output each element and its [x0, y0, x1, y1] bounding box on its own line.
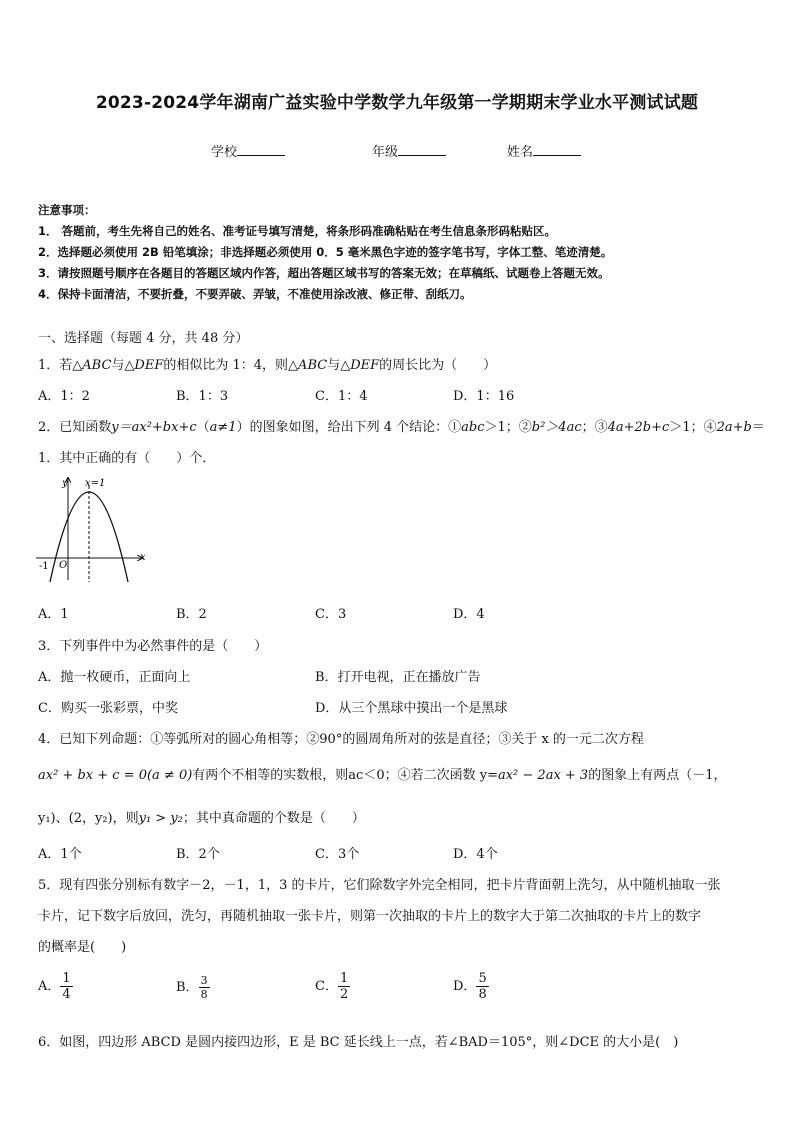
- notes-heading: 注意事项：: [38, 203, 96, 217]
- q3-option-a[interactable]: A．抛一枚硬币，正面向上: [38, 670, 191, 685]
- page-title: 2023-2024学年湖南广益实验中学数学九年级第一学期期末学业水平测试试题: [95, 93, 699, 113]
- q4-option-b[interactable]: B．2个: [176, 847, 220, 862]
- question-5-stem-line2: 卡片，记下数字后放回，洗匀，再随机抽取一张卡片，则第一次抽取的卡片上的数字大于第二次抽取的卡片上的数字: [38, 909, 702, 924]
- q3-option-b[interactable]: B．打开电视，正在播放广告: [315, 670, 481, 685]
- section-heading: 一、选择题（每题 4 分，共 48 分）: [38, 331, 249, 346]
- y-axis-label: y: [62, 478, 68, 489]
- q5-option-d[interactable]: D． $\frac{5}{8}$: [453, 971, 487, 1002]
- name-label: 姓名: [507, 145, 534, 160]
- question-6-stem: 6．如图，四边形 ABCD 是圆内接四边形，E 是 BC 延长线上一点，若∠BAD＝105°，则∠DCE 的大小是( ): [38, 1035, 679, 1050]
- note-item: 2．选择题必须使用 2B 铅笔填涂；非选择题必须使用 0．5 毫米黑色字迹的签字笔书写，字体工整、笔迹清楚。: [38, 245, 613, 259]
- school-label: 学校: [211, 145, 238, 160]
- question-2-stem: 2．已知函数y＝ax²+bx+c（a≠1）的图象如图，给出下列 4 个结论：①abc＞1；②b²＞4ac；③4a+2b+c＞1；④2a+b＝: [38, 420, 765, 435]
- question-5-stem-line3: 的概率是( ): [38, 940, 127, 955]
- question-4-stem-line2: ax² + bx + c = 0(a ≠ 0)有两个不相等的实数根，则ac＜0；④若二次函数 y=ax² − 2ax + 3的图象上有两点（－1，: [38, 768, 727, 783]
- school-blank[interactable]: [237, 143, 285, 156]
- name-field[interactable]: [507, 141, 581, 160]
- symmetry-axis-label: x=1: [85, 478, 106, 489]
- q2-option-c[interactable]: C．3: [315, 607, 347, 622]
- note-item: 4．保持卡面清洁，不要折叠，不要弄破、弄皱，不准使用涂改液、修正带、刮纸刀。: [38, 287, 472, 301]
- q1-option-d[interactable]: D．1：16: [453, 389, 515, 404]
- question-3-stem: 3．下列事件中为必然事件的是（ ）: [38, 639, 268, 654]
- question-2-stem-line2: 1．其中正确的有（ ）个．: [38, 451, 216, 466]
- question-5-stem: 5．现有四张分别标有数字－2，－1，1，3 的卡片，它们除数字外完全相同，把卡片背面朝上洗匀，从中随机抽取一张: [38, 878, 721, 893]
- q4-option-c[interactable]: C．3个: [315, 847, 360, 862]
- q1-option-a[interactable]: A．1：2: [38, 389, 90, 404]
- q1-option-c[interactable]: C．1：4: [315, 389, 368, 404]
- q4-option-a[interactable]: A．1个: [38, 847, 82, 862]
- question-4-stem: 4．已知下列命题：①等弧所对的圆心角相等；②90°的圆周角所对的弦是直径；③关于 x 的一元二次方程: [38, 732, 644, 747]
- grade-blank[interactable]: [398, 143, 446, 156]
- notes-block: [38, 200, 612, 305]
- note-item: 3．请按照题号顺序在各题目的答题区域内作答，超出答题区域书写的答案无效；在草稿纸、试题卷上答题无效。: [38, 266, 610, 280]
- q4-option-d[interactable]: D．4个: [453, 847, 498, 862]
- grade-label: 年级: [372, 145, 399, 160]
- note-item: 1． 答题前，考生先将自己的姓名、准考证号填写清楚，将条形码准确粘贴在考生信息条形码粘贴区。: [38, 224, 556, 238]
- grade-field[interactable]: [372, 141, 446, 160]
- q1-option-b[interactable]: B．1：3: [176, 389, 229, 404]
- origin-label: O: [59, 560, 68, 571]
- x-axis-label: x: [140, 552, 146, 563]
- q3-option-c[interactable]: C．购买一张彩票，中奖: [38, 701, 178, 716]
- neg-one-label: -1: [39, 561, 49, 572]
- q2-option-a[interactable]: A．1: [38, 607, 69, 622]
- name-blank[interactable]: [533, 143, 581, 156]
- parabola-graph: [34, 474, 154, 584]
- question-1-stem: 1．若△ABC与△DEF的相似比为 1：4，则△ABC与△DEF的周长比为（ ）: [38, 358, 497, 373]
- q5-option-a[interactable]: A． $\frac{1}{4}$: [38, 971, 71, 1002]
- q3-option-d[interactable]: D．从三个黑球中摸出一个是黑球: [315, 701, 508, 716]
- q5-option-c[interactable]: C． $\frac{1}{2}$: [315, 971, 349, 1002]
- school-field[interactable]: [211, 141, 285, 160]
- question-4-stem-line3: y₁)、(2，y₂)，则y₁ > y₂；其中真命题的个数是（ ）: [38, 811, 365, 826]
- q5-option-b[interactable]: B． $\frac{3}{8}$: [176, 974, 208, 1001]
- q2-option-b[interactable]: B．2: [176, 607, 207, 622]
- q2-option-d[interactable]: D．4: [453, 607, 485, 622]
